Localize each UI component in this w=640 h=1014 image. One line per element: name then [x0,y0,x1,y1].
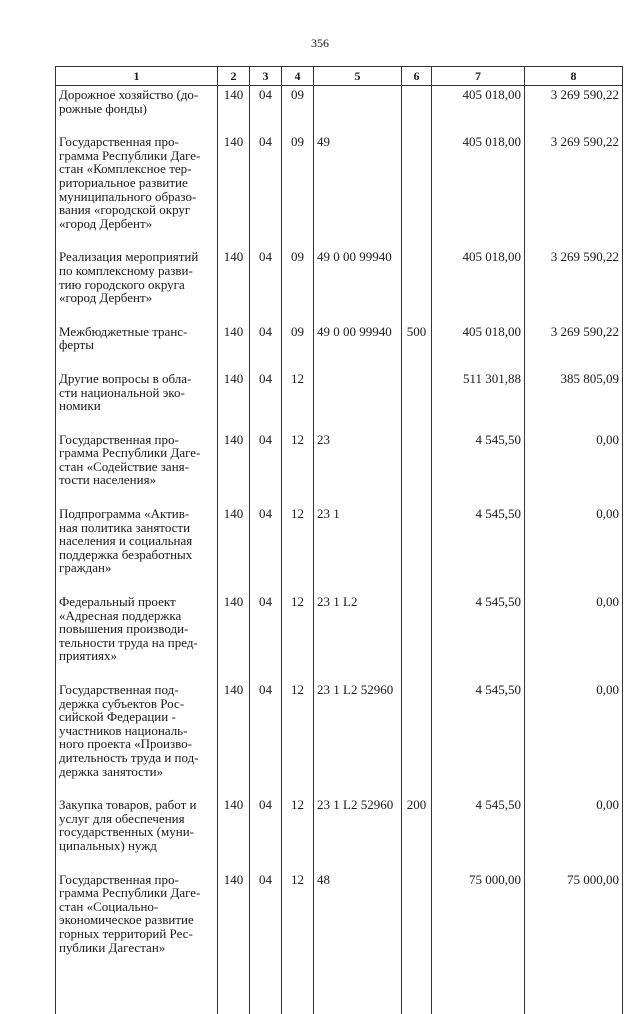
column-header-6: 6 [402,67,432,86]
row-name: Реализация мероприятий по комплексному разви- тию городского округа «город Дербент» [56,248,218,304]
table-row [56,796,623,852]
row-col-5: 49 [314,133,402,230]
row-col-5: 23 1 L2 52960 [314,681,402,778]
spacer-cell [56,413,218,431]
row-col-3: 04 [250,796,282,852]
row-col-7: 405 018,00 [432,323,525,352]
row-col-7: 4 545,50 [432,796,525,852]
spacer-cell [314,230,402,248]
row-col-4: 12 [282,871,314,955]
spacer-cell [402,413,432,431]
row-col-6 [402,681,432,778]
row-col-3: 04 [250,593,282,663]
row-col-2: 140 [218,133,250,230]
spacer-cell [432,853,525,871]
row-col-2: 140 [218,796,250,852]
spacer-cell [432,575,525,593]
row-col-2: 140 [218,86,250,116]
spacer-cell [402,663,432,681]
spacer-cell [282,115,314,133]
row-col-6 [402,86,432,116]
spacer-cell [282,575,314,593]
row-col-7: 4 545,50 [432,593,525,663]
row-col-5: 23 1 L2 [314,593,402,663]
spacer-cell [218,487,250,505]
row-col-2: 140 [218,323,250,352]
spacer-cell [282,853,314,871]
spacer-cell [56,575,218,593]
spacer-cell [282,230,314,248]
row-col-3: 04 [250,431,282,487]
row-col-6 [402,593,432,663]
spacer-cell [525,230,623,248]
spacer-cell [314,778,402,796]
row-col-6 [402,505,432,575]
row-col-5 [314,86,402,116]
spacer-cell [218,352,250,370]
spacer-cell [218,305,250,323]
spacer-cell [218,413,250,431]
spacer-cell [314,413,402,431]
spacer-cell [314,115,402,133]
spacer-cell [432,230,525,248]
row-col-3: 04 [250,86,282,116]
row-col-4: 12 [282,370,314,413]
spacer-cell [402,853,432,871]
row-col-4: 12 [282,593,314,663]
table-header [56,67,623,86]
column-header-2: 2 [218,67,250,86]
spacer-cell [525,305,623,323]
row-spacer [56,778,623,796]
row-col-5: 48 [314,871,402,955]
row-col-8: 0,00 [525,681,623,778]
spacer-cell [56,487,218,505]
spacer-cell [314,487,402,505]
row-col-7: 4 545,50 [432,431,525,487]
row-col-7: 511 301,88 [432,370,525,413]
table-row [56,248,623,304]
spacer-cell [314,305,402,323]
row-name: Межбюджетные транс- ферты [56,323,218,352]
spacer-cell [282,413,314,431]
column-header-4: 4 [282,67,314,86]
row-col-2: 140 [218,681,250,778]
row-spacer [56,853,623,871]
spacer-cell [218,663,250,681]
spacer-cell [402,305,432,323]
spacer-cell [525,663,623,681]
spacer-cell [218,778,250,796]
row-col-4: 09 [282,323,314,352]
spacer-cell [314,575,402,593]
spacer-cell [432,115,525,133]
spacer-cell [525,413,623,431]
row-spacer [56,115,623,133]
spacer-cell [250,305,282,323]
spacer-cell [250,778,282,796]
spacer-cell [525,778,623,796]
tail-cell [282,954,314,1014]
spacer-cell [282,305,314,323]
row-col-7: 4 545,50 [432,681,525,778]
spacer-cell [402,352,432,370]
spacer-cell [56,230,218,248]
row-col-3: 04 [250,871,282,955]
table-row [56,86,623,116]
spacer-cell [314,663,402,681]
row-name: Другие вопросы в обла- сти национальной эко- номики [56,370,218,413]
spacer-cell [432,305,525,323]
spacer-cell [250,115,282,133]
tail-cell [525,954,623,1014]
row-name: Государственная про- грамма Республики Даге- стан «Социально- экономическое развитие горных территорий Рес- публики Дагестан» [56,871,218,955]
spacer-cell [525,352,623,370]
row-col-7: 75 000,00 [432,871,525,955]
spacer-cell [56,352,218,370]
row-col-6 [402,370,432,413]
spacer-cell [56,778,218,796]
column-header-8: 8 [525,67,623,86]
spacer-cell [218,230,250,248]
spacer-cell [250,575,282,593]
spacer-cell [402,230,432,248]
spacer-cell [218,115,250,133]
row-col-8: 0,00 [525,431,623,487]
row-col-8: 3 269 590,22 [525,323,623,352]
row-spacer [56,230,623,248]
row-spacer [56,575,623,593]
spacer-cell [402,778,432,796]
row-col-6 [402,871,432,955]
spacer-cell [432,663,525,681]
row-name: Государственная про- грамма Республики Даге- стан «Комплексное тер- риториальное развитие муниципального образо- вания «городской округ «город Дербент» [56,133,218,230]
row-spacer [56,305,623,323]
budget-table [55,66,623,1014]
table-row [56,593,623,663]
spacer-cell [282,487,314,505]
row-col-5: 23 1 [314,505,402,575]
row-col-8: 0,00 [525,796,623,852]
column-header-1: 1 [56,67,218,86]
row-col-6: 200 [402,796,432,852]
spacer-cell [525,487,623,505]
spacer-cell [250,352,282,370]
row-name: Государственная под- держка субъектов Рос- сийской Федерации - участников националь- ного проекта «Произво- дительность труда и под- держка занятости» [56,681,218,778]
row-col-4: 12 [282,431,314,487]
row-col-8: 0,00 [525,593,623,663]
row-col-6 [402,248,432,304]
row-name: Государственная про- грамма Республики Даге- стан «Содействие заня- тости населения» [56,431,218,487]
spacer-cell [432,352,525,370]
row-col-4: 12 [282,796,314,852]
row-col-8: 385 805,09 [525,370,623,413]
tail-cell [218,954,250,1014]
spacer-cell [314,352,402,370]
row-col-5 [314,370,402,413]
row-col-3: 04 [250,505,282,575]
tail-cell [314,954,402,1014]
tail-cell [250,954,282,1014]
spacer-cell [525,115,623,133]
row-col-6 [402,133,432,230]
spacer-cell [56,663,218,681]
row-col-7: 405 018,00 [432,133,525,230]
row-col-2: 140 [218,505,250,575]
table-row [56,505,623,575]
table-row [56,323,623,352]
row-col-4: 09 [282,133,314,230]
column-header-5: 5 [314,67,402,86]
spacer-cell [432,487,525,505]
spacer-cell [250,487,282,505]
row-col-6 [402,431,432,487]
row-col-5: 23 1 L2 52960 [314,796,402,852]
row-col-8: 3 269 590,22 [525,133,623,230]
table-tail [56,954,623,1014]
row-col-3: 04 [250,681,282,778]
row-col-3: 04 [250,323,282,352]
row-spacer [56,352,623,370]
row-col-3: 04 [250,133,282,230]
row-name: Подпрограмма «Актив- ная политика занятости населения и социальная поддержка безработных граждан» [56,505,218,575]
spacer-cell [56,115,218,133]
row-col-7: 405 018,00 [432,86,525,116]
tail-cell [432,954,525,1014]
row-col-2: 140 [218,248,250,304]
row-col-2: 140 [218,593,250,663]
spacer-cell [314,853,402,871]
row-col-7: 405 018,00 [432,248,525,304]
table-row [56,133,623,230]
row-spacer [56,413,623,431]
spacer-cell [250,230,282,248]
row-col-4: 12 [282,681,314,778]
row-col-8: 75 000,00 [525,871,623,955]
row-col-4: 12 [282,505,314,575]
row-col-2: 140 [218,370,250,413]
page-number: 356 [0,36,640,51]
row-col-2: 140 [218,431,250,487]
row-col-3: 04 [250,370,282,413]
row-col-5: 23 [314,431,402,487]
row-col-4: 09 [282,248,314,304]
tail-cell [56,954,218,1014]
row-spacer [56,487,623,505]
spacer-cell [56,853,218,871]
spacer-cell [218,853,250,871]
spacer-cell [432,778,525,796]
row-col-8: 3 269 590,22 [525,248,623,304]
table-row [56,681,623,778]
spacer-cell [402,575,432,593]
row-name: Федеральный проект «Адресная поддержка повышения производи- тельности труда на пред- приятиях» [56,593,218,663]
row-name: Дорожное хозяйство (до- рожные фонды) [56,86,218,116]
spacer-cell [282,778,314,796]
table-row [56,871,623,955]
spacer-cell [250,663,282,681]
row-col-8: 0,00 [525,505,623,575]
spacer-cell [525,575,623,593]
table-body [56,86,623,1014]
row-col-2: 140 [218,871,250,955]
table-row [56,370,623,413]
spacer-cell [525,853,623,871]
row-col-7: 4 545,50 [432,505,525,575]
row-col-4: 09 [282,86,314,116]
spacer-cell [56,305,218,323]
row-name: Закупка товаров, работ и услуг для обеспечения государственных (муни- ципальных) нужд [56,796,218,852]
spacer-cell [402,487,432,505]
spacer-cell [250,853,282,871]
table-row [56,431,623,487]
row-col-5: 49 0 00 99940 [314,248,402,304]
spacer-cell [282,663,314,681]
spacer-cell [402,115,432,133]
spacer-cell [218,575,250,593]
tail-cell [402,954,432,1014]
spacer-cell [282,352,314,370]
spacer-cell [250,413,282,431]
row-col-5: 49 0 00 99940 [314,323,402,352]
spacer-cell [432,413,525,431]
column-header-3: 3 [250,67,282,86]
row-col-6: 500 [402,323,432,352]
column-header-7: 7 [432,67,525,86]
row-spacer [56,663,623,681]
row-col-8: 3 269 590,22 [525,86,623,116]
row-col-3: 04 [250,248,282,304]
